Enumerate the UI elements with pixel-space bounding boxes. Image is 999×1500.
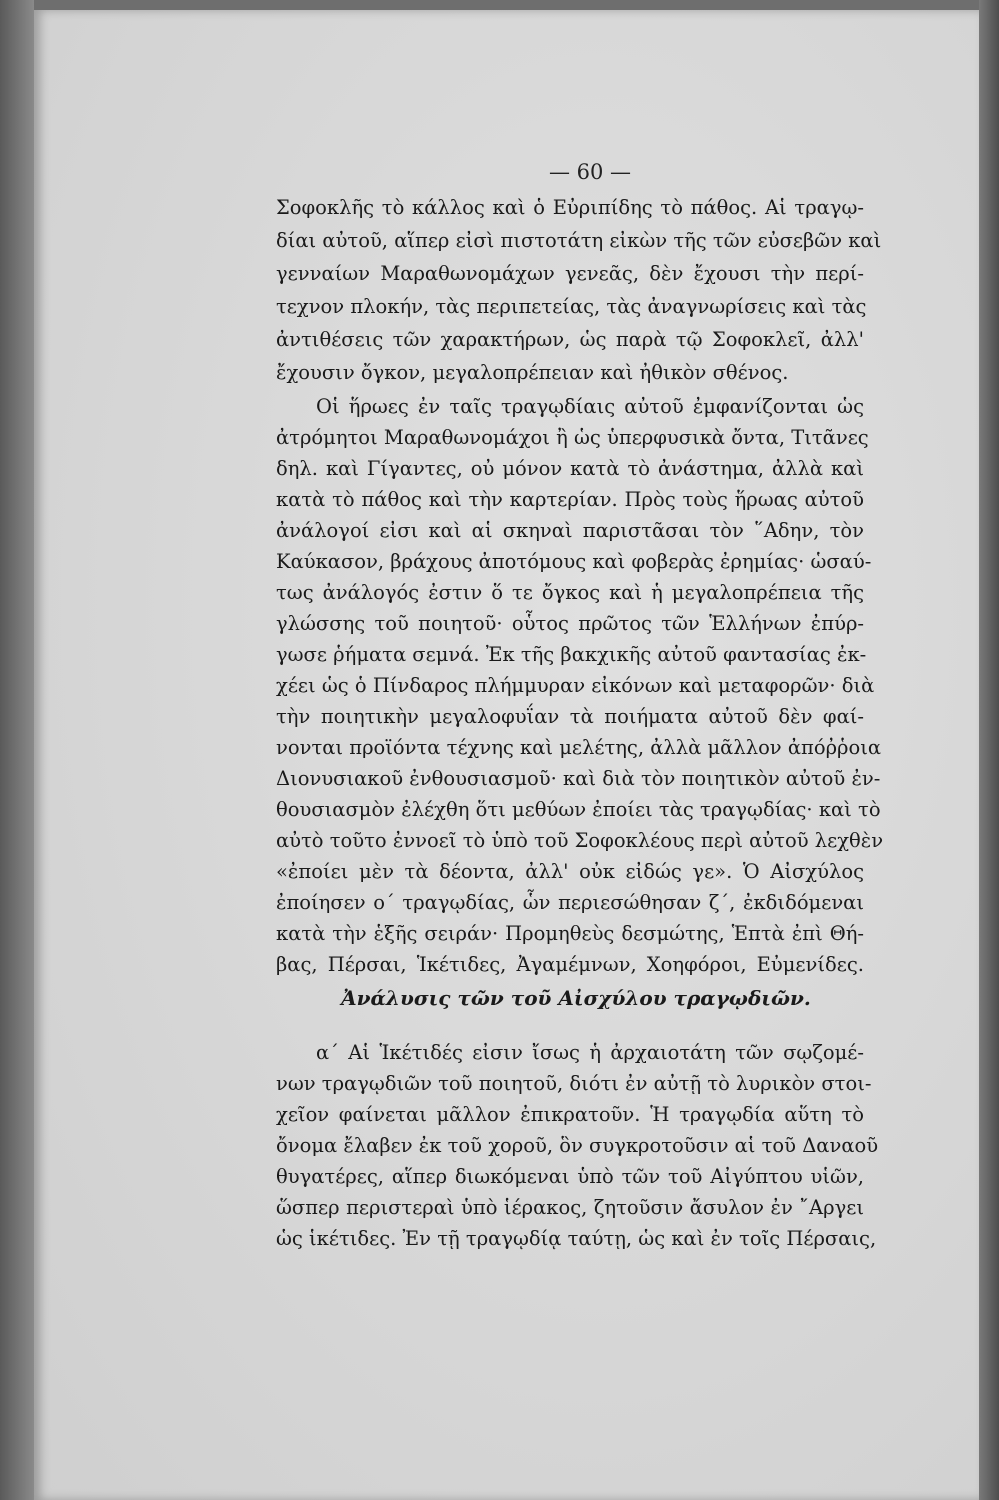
text-line: νονται προϊόντα τέχνης καὶ μελέτης, ἀλλὰ μᾶλλον ἀπόῤῥοια xyxy=(276,736,882,759)
text-line: α΄ Αἱ Ἱκέτιδές εἰσιν ἴσως ἡ ἀρχαιοτάτη τῶν σῳζομέ- xyxy=(316,1041,864,1064)
text-line: κατὰ τὸ πάθος καὶ τὴν καρτερίαν. Πρὸς τοὺς ἥρωας αὐτοῦ xyxy=(276,488,864,511)
text-line: ὡς ἱκέτιδες. Ἐν τῇ τραγῳδίᾳ ταύτῃ, ὡς καὶ ἐν τοῖς Πέρσαις, xyxy=(276,1227,877,1250)
text-line: τὴν ποιητικὴν μεγαλοφυΐαν τὰ ποιήματα αὐτοῦ δὲν φαί- xyxy=(276,705,864,728)
text-line: ἔχουσιν ὄγκον, μεγαλοπρέπειαν καὶ ἠθικὸν σθένος. xyxy=(276,361,789,384)
left-book-edge xyxy=(0,0,34,1500)
text-line: Διονυσιακοῦ ἐνθουσιασμοῦ· καὶ διὰ τὸν ποιητικὸν αὐτοῦ ἐν- xyxy=(276,767,881,790)
text-line: τεχνον πλοκήν, τὰς περιπετείας, τὰς ἀναγνωρίσεις καὶ τὰς xyxy=(276,295,867,318)
text-line: βας, Πέρσαι, Ἱκέτιδες, Ἀγαμέμνων, Χοηφόροι, Εὐμενίδες. xyxy=(276,953,864,976)
text-line: ἐποίησεν ο΄ τραγῳδίας, ὧν περιεσώθησαν ζ΄, ἐκδιδόμεναι xyxy=(276,891,864,914)
text-line: χέει ὡς ὁ Πίνδαρος πλήμμυραν εἰκόνων καὶ μεταφορῶν· διὰ xyxy=(276,674,875,697)
text-line: δηλ. καὶ Γίγαντες, οὐ μόνον κατὰ τὸ ἀνάστημα, ἀλλὰ καὶ xyxy=(276,457,864,480)
text-line: ἀτρόμητοι Μαραθωνομάχοι ἢ ὡς ὑπερφυσικὰ ὄντα, Τιτᾶνες xyxy=(276,426,869,449)
text-line: θουσιασμὸν ἐλέχθη ὅτι μεθύων ἐποίει τὰς τραγῳδίας· καὶ τὸ xyxy=(276,798,881,821)
page-number: — 60 — xyxy=(548,160,632,184)
section-heading: Ἀνάλυσις τῶν τοῦ Αἰσχύλου τραγῳδιῶν. xyxy=(341,986,811,1010)
text-line: δίαι αὐτοῦ, αἵπερ εἰσὶ πιστοτάτη εἰκὼν τῆς τῶν εὐσεβῶν καὶ xyxy=(276,229,882,252)
text-line: γωσε ῥήματα σεμνά. Ἐκ τῆς βακχικῆς αὐτοῦ φαντασίας ἐκ- xyxy=(276,643,867,666)
text-line: γενναίων Μαραθωνομάχων γενεᾶς, δὲν ἔχουσι τὴν περί- xyxy=(276,262,864,285)
text-line: Σοφοκλῆς τὸ κάλλος καὶ ὁ Εὐριπίδης τὸ πάθος. Αἱ τραγῳ- xyxy=(276,196,864,219)
text-line: ὄνομα ἔλαβεν ἐκ τοῦ χοροῦ, ὃν συγκροτοῦσιν αἱ τοῦ Δαναοῦ xyxy=(276,1134,879,1157)
text-line: χεῖον φαίνεται μᾶλλον ἐπικρατοῦν. Ἡ τραγῳδία αὕτη τὸ xyxy=(276,1103,864,1126)
right-book-edge xyxy=(979,0,999,1500)
text-line: γλώσσης τοῦ ποιητοῦ· οὗτος πρῶτος τῶν Ἑλλήνων ἐπύρ- xyxy=(276,612,864,635)
text-line: ἀνάλογοί εἰσι καὶ αἱ σκηναὶ παριστᾶσαι τὸν ῞Αδην, τὸν xyxy=(276,519,864,542)
text-line: θυγατέρες, αἵπερ διωκόμεναι ὑπὸ τῶν τοῦ Αἰγύπτου υἱῶν, xyxy=(276,1165,864,1188)
text-line: «ἐποίει μὲν τὰ δέοντα, ἀλλ' οὐκ εἰδώς γε». Ὁ Αἰσχύλος xyxy=(276,860,864,883)
text-line: νων τραγῳδιῶν τοῦ ποιητοῦ, διότι ἐν αὐτῇ τὸ λυρικὸν στοι- xyxy=(276,1072,872,1095)
text-line: ὥσπερ περιστεραὶ ὑπὸ ἱέρακος, ζητοῦσιν ἄσυλον ἐν ῎Αργει xyxy=(276,1196,864,1219)
text-line: κατὰ τὴν ἑξῆς σειράν· Προμηθεὺς δεσμώτης, Ἑπτὰ ἐπὶ Θή- xyxy=(276,922,864,945)
text-line: αὐτὸ τοῦτο ἐννοεῖ τὸ ὑπὸ τοῦ Σοφοκλέους περὶ αὐτοῦ λεχθὲν xyxy=(276,829,884,852)
text-line: Οἱ ἥρωες ἐν ταῖς τραγῳδίαις αὐτοῦ ἐμφανίζονται ὡς xyxy=(316,395,864,418)
text-line: Καύκασον, βράχους ἀποτόμους καὶ φοβερὰς ἐρημίας· ὡσαύ- xyxy=(276,550,872,573)
text-line: ἀντιθέσεις τῶν χαρακτήρων, ὡς παρὰ τῷ Σοφοκλεῖ, ἀλλ' xyxy=(276,328,864,351)
text-line: τως ἀνάλογός ἐστιν ὅ τε ὄγκος καὶ ἡ μεγαλοπρέπεια τῆς xyxy=(276,581,864,604)
